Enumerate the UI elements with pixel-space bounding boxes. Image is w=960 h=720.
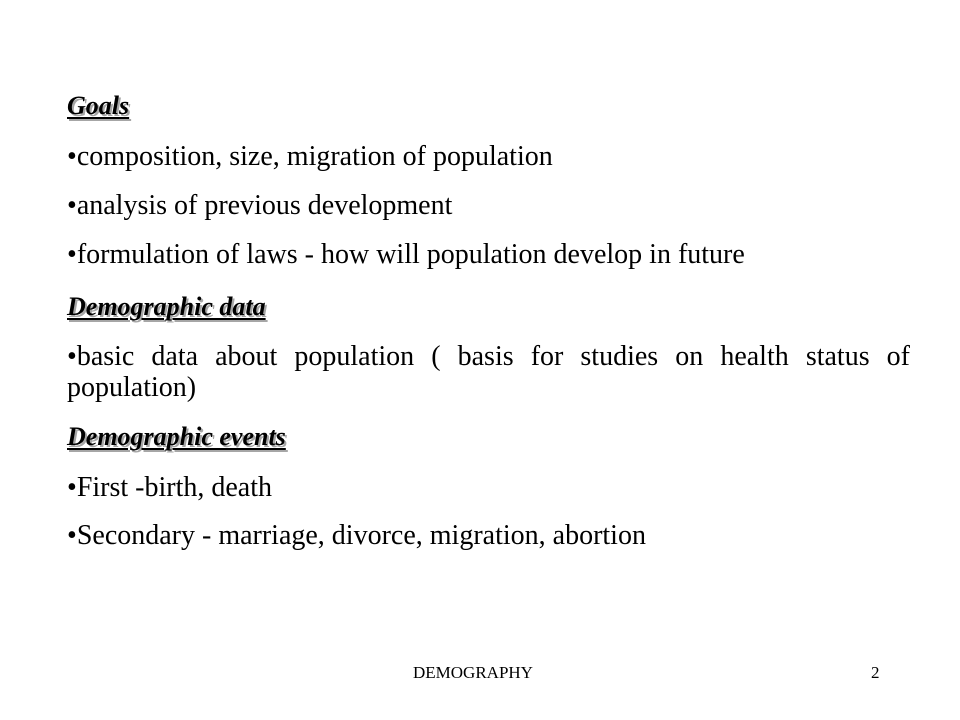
bullet-item [67,190,452,221]
bullet-icon: • [67,472,77,503]
bullet-text: composition, size, migration of population [76,141,553,172]
section-heading-demographic-data: Demographic data [67,292,266,321]
bullet-icon: • [67,520,77,551]
bullet-item [67,520,646,551]
section-heading-goals: Goals [67,91,130,120]
bullet-text: Secondary - marriage, divorce, migration, abortion [76,520,646,551]
section-heading-demographic-events: Demographic events [67,422,286,451]
bullet-text: formulation of laws - how will population develop in future [76,239,745,270]
bullet-item [67,341,910,404]
bullet-text: First -birth, death [76,472,273,503]
footer-title: DEMOGRAPHY [413,663,533,682]
bullet-item [67,239,745,270]
bullet-text: basic data about population ( basis for studies on health status of population) [67,341,910,404]
page-number: 2 [871,663,880,682]
bullet-icon: • [67,141,77,172]
bullet-text: analysis of previous development [76,190,453,221]
bullet-icon: • [67,190,77,221]
bullet-icon: • [67,341,77,372]
bullet-item [67,141,553,172]
bullet-icon: • [67,239,77,270]
bullet-item [67,472,272,503]
